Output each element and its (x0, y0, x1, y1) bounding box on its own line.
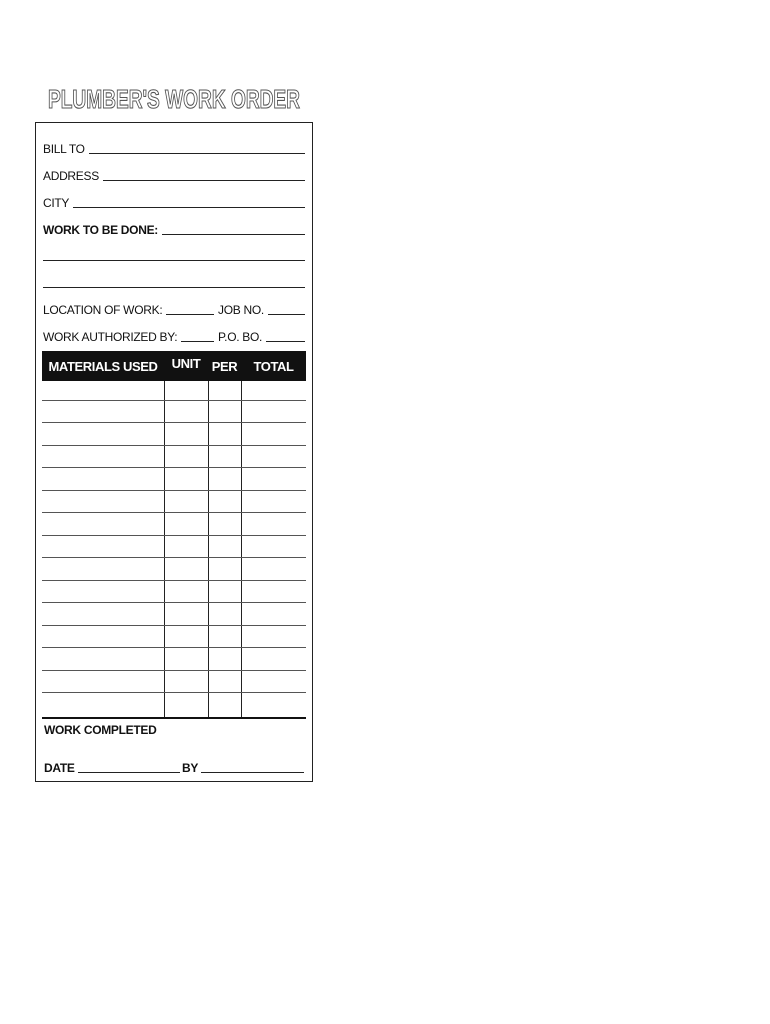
work-description-line-2[interactable] (43, 287, 305, 288)
work-authorized-by-field[interactable] (43, 328, 214, 344)
table-row[interactable] (42, 670, 306, 671)
city-label: CITY (43, 196, 70, 210)
materials-table-body (42, 381, 306, 717)
table-row[interactable] (42, 512, 306, 513)
table-row[interactable] (42, 557, 306, 558)
table-row[interactable] (42, 580, 306, 581)
work-description-line-1[interactable] (43, 260, 305, 261)
total-header: TOTAL (253, 358, 294, 374)
table-row[interactable] (42, 422, 306, 423)
po-bo-line[interactable] (266, 341, 305, 342)
location-of-work-line[interactable] (166, 314, 214, 315)
work-order-form (35, 122, 313, 782)
authorized-po-row (43, 328, 305, 344)
bill-to-label: BILL TO (43, 142, 85, 156)
location-of-work-field[interactable] (43, 301, 214, 317)
work-to-be-done-label: WORK TO BE DONE: (43, 223, 158, 237)
date-field[interactable] (44, 759, 180, 775)
po-bo-label: P.O. BO. (218, 330, 263, 344)
form-title-text: PLUMBER'S WORK ORDER (48, 86, 300, 114)
date-line[interactable] (78, 772, 180, 773)
bill-to-field[interactable] (43, 140, 305, 156)
work-to-be-done-line[interactable] (162, 234, 305, 235)
address-field[interactable] (43, 167, 305, 183)
per-header: PER (211, 358, 238, 374)
work-to-be-done-field[interactable] (43, 221, 305, 237)
table-row[interactable] (42, 467, 306, 468)
address-line[interactable] (103, 180, 305, 181)
city-line[interactable] (73, 207, 305, 208)
date-label: DATE (44, 761, 75, 775)
materials-used-header: MATERIALS USED (48, 358, 158, 374)
table-row[interactable] (42, 535, 306, 536)
table-row[interactable] (42, 490, 306, 491)
location-job-row (43, 301, 305, 317)
location-of-work-label: LOCATION OF WORK: (43, 303, 163, 317)
work-completed-label: WORK COMPLETED (44, 723, 157, 737)
column-divider-unit (164, 381, 165, 717)
materials-table-bottom-rule (42, 717, 306, 719)
table-row[interactable] (42, 692, 306, 693)
table-row[interactable] (42, 445, 306, 446)
unit-header: UNIT (171, 356, 201, 371)
by-line[interactable] (201, 772, 304, 773)
table-row[interactable] (42, 400, 306, 401)
form-title-outline-text (48, 83, 308, 113)
by-field[interactable] (182, 759, 304, 775)
job-no-line[interactable] (268, 314, 305, 315)
work-authorized-by-label: WORK AUTHORIZED BY: (43, 330, 178, 344)
po-bo-field[interactable] (218, 328, 305, 344)
form-title (48, 83, 308, 113)
city-field[interactable] (43, 194, 305, 210)
work-authorized-by-line[interactable] (181, 341, 214, 342)
materials-table-header (42, 351, 306, 381)
column-divider-total (241, 381, 242, 717)
address-label: ADDRESS (43, 169, 99, 183)
date-by-row (44, 759, 306, 775)
table-row[interactable] (42, 602, 306, 603)
column-divider-per (208, 381, 209, 717)
materials-table (42, 351, 306, 717)
table-row[interactable] (42, 625, 306, 626)
job-no-field[interactable] (218, 301, 305, 317)
table-row[interactable] (42, 647, 306, 648)
by-label: BY (182, 761, 199, 775)
job-no-label: JOB NO. (218, 303, 264, 317)
bill-to-line[interactable] (89, 153, 305, 154)
